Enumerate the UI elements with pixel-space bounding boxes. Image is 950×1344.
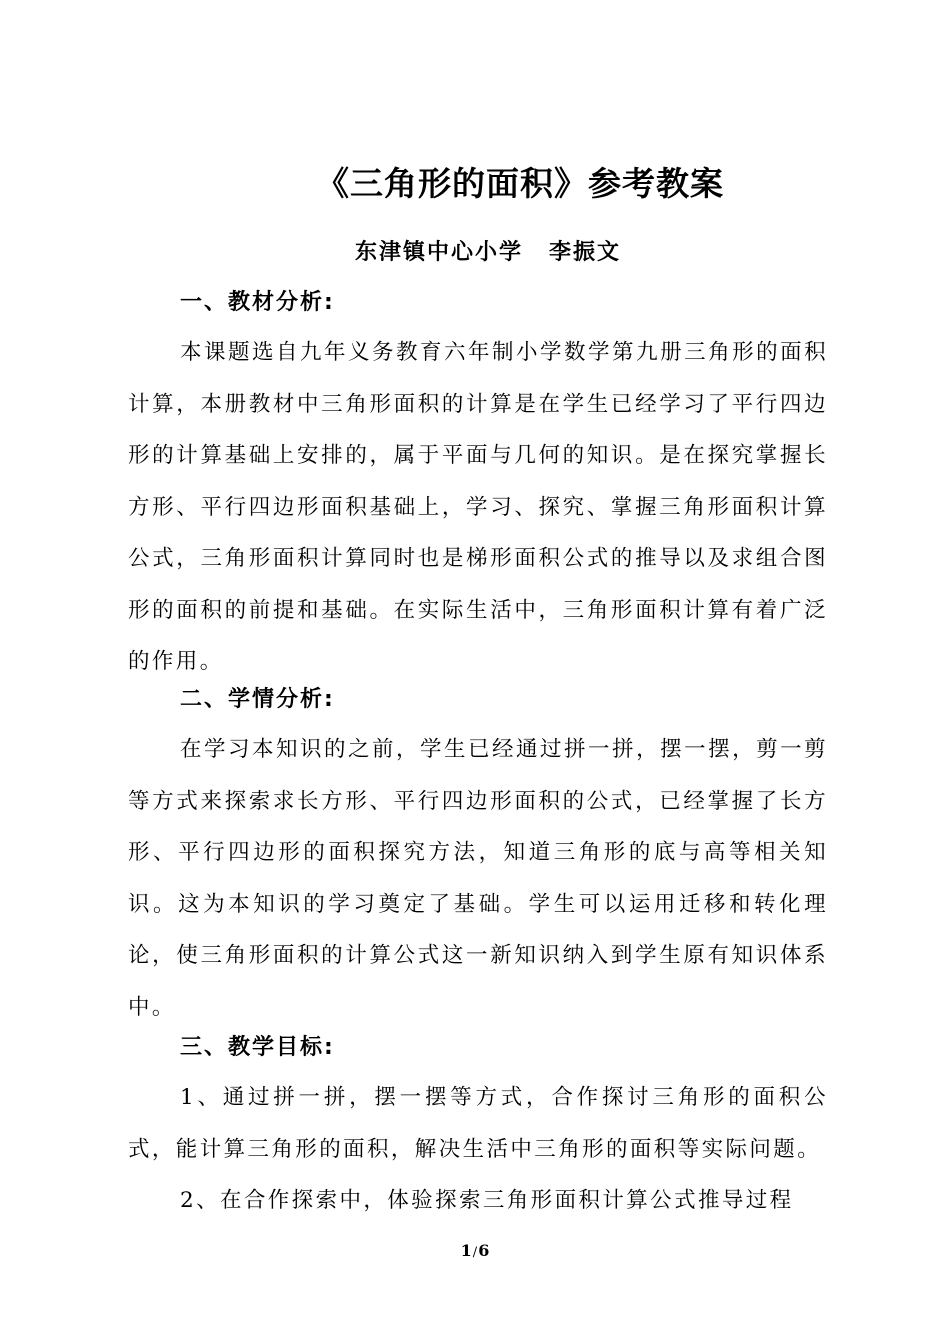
author-line <box>0 232 950 272</box>
goal-item: 1、通过拼一拼，摆一摆等方式，合作探讨三角形的面积公式，能计算三角形的面积，解决生活中三角形的面积等实际问题。 <box>128 1085 828 1162</box>
section-heading: 一、教材分析: <box>180 290 335 315</box>
document-title: 《三角形的面积》参考教案 <box>316 164 724 203</box>
section-textbook-analysis <box>128 283 828 323</box>
school-name: 东津镇中心小学 <box>354 239 523 265</box>
goal-item: 2、在合作探索中，体验探索三角形面积计算公式推导过程 <box>180 1188 794 1213</box>
total-pages: 6 <box>478 1241 490 1260</box>
section-student-analysis-body <box>128 724 828 1033</box>
section-paragraph: 在学习本知识的之前，学生已经通过拼一拼，摆一摆，剪一剪等方式来探索求长方形、平行四边形面积的公式，已经掌握了长方形、平行四边形的面积探究方法，知道三角形的底与高等相关知识。这为本知识的学习奠定了基础。学生可以运用迁移和转化理论，使三角形面积的计算公式这一新知识纳入到学生原有知识体系中。 <box>128 737 828 1020</box>
page-separator: / <box>472 1245 478 1260</box>
current-page: 1 <box>460 1241 472 1260</box>
section-heading: 二、学情分析: <box>180 687 335 712</box>
page-number <box>0 1240 950 1264</box>
section-teaching-goals-body <box>128 1072 828 1227</box>
author-name: 李振文 <box>549 239 622 265</box>
section-heading: 三、教学目标: <box>180 1035 335 1060</box>
section-textbook-analysis-body <box>128 327 828 688</box>
section-student-analysis <box>128 680 828 720</box>
section-teaching-goals <box>128 1028 828 1068</box>
section-paragraph: 本课题选自九年义务教育六年制小学数学第九册三角形的面积计算，本册教材中三角形面积的计算是在学生已经学习了平行四边形的计算基础上安排的，属于平面与几何的知识。是在探究掌握长方形、平行四边形面积基础上，学习、探究、掌握三角形面积计算公式，三角形面积计算同时也是梯形面积公式的推导以及求组合图形的面积的前提和基础。在实际生活中，三角形面积计算有着广泛的作用。 <box>128 340 828 674</box>
